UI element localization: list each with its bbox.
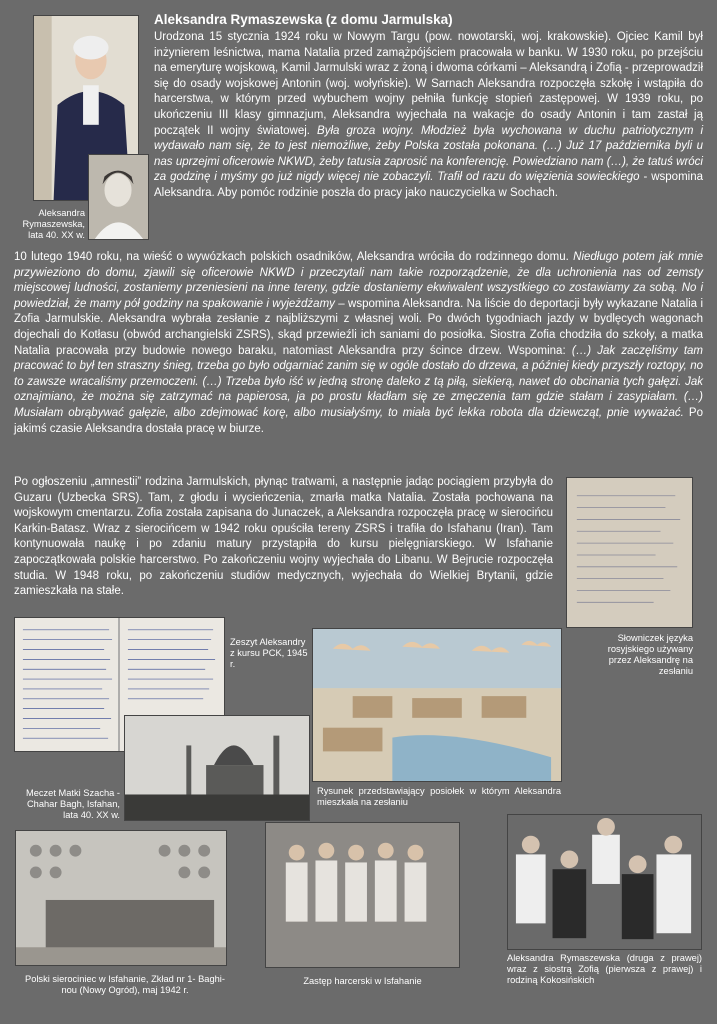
scouts-photo [265, 822, 460, 968]
drawing-caption: Rysunek przedstawiający posiołek w którym Aleksandra mieszkała na zesłaniu [317, 786, 561, 807]
orphanage-photo [15, 830, 227, 966]
page-title: Aleksandra Rymaszewska (z domu Jarmulska) [154, 12, 453, 27]
biography-paragraph-2 [14, 250, 703, 437]
para2-text-end: Po jakimś czasie Aleksandra dostała pracę w biurze. [14, 406, 703, 435]
para2-text: 10 lutego 1940 roku, na wieść o wywózkach polskich osadników, Aleksandra wróciła do rodzinnego domu. [14, 251, 569, 263]
para1-text-end: - wspomina Aleksandra. Aby pomóc rodzinie poszła do pracy jako nauczycielka w Sochach. [154, 171, 704, 199]
biography-paragraph-1 [154, 30, 703, 202]
para2-quote-1: Niedługo potem jak mnie przywieziono do domu, zjawili się oficerowie NKWD i przeczytali nam takie rozporządzenie, że dla uchronienia nas od zemsty miejscowej ludności, zostaniemy przeniesieni na inne tereny, gdzie dostaniemy ekwiwalent wszystkiego co zostawiamy za sobą. No i powiedział, że mamy pół godziny na spakowanie i wyjeżdżamy [14, 251, 703, 310]
para1-quote: Była groza wojny. Młodzież była wychowana w duchu patriotycznym i wydawało nam się, że to jest niemożliwe, żeby Polska została pokonana. (…) Już 17 października byli u nas uprzejmi oficerowie NKWD, żeby tatusia zaprosić na konferencję. Powiedziano nam (…), że tatuś wróci za godzinę i myśmy go już nigdy więcej nie zobaczyli. Trafił od razu do więzienia sowieckiego [154, 124, 703, 184]
notebook-caption: Zeszyt Aleksandry z kursu PCK, 1945 r. [230, 637, 308, 669]
mosque-caption: Meczet Matki Szacha - Chahar Bagh, Isfahan, lata 40. XX w. [25, 788, 120, 820]
family-caption: Aleksandra Rymaszewska (druga z prawej) wraz z siostrą Zofią (pierwsza z prawej) i rodziną Kokosińskich [507, 953, 702, 985]
dictionary-caption: Słowniczek języka rosyjskiego używany przez Aleksandrę na zesłaniu [607, 633, 693, 676]
para2-text-mid: – wspomina Aleksandra. Na liście do deportacji były wykazane Natalia i Zofia Jarmulskie. Aleksandra wybrała zesłanie z najbliższymi z własnej woli. Po dwóch tygodniach jazdy w bydlęcych wagonach dojechali do Kotłasu (obwód archangielski ZSRS), skąd przewieźli ich saniami do posiołka. Siostra Zofia chodziła do szkoły, a matka Natalia pracowała przy budowie nowego baraku, natomiast Aleksandra przy ścince drzew. Wspomina: [14, 297, 703, 357]
para2-quote-2: (…) Jak zaczęliśmy tam pracować to był ten straszny śnieg, trzeba go było odgarniać zanim się w ogóle dostało do drzewa, a później kiedy przyszły roztopy, no to zawsze wracaliśmy przemoczeni. (…) Trzeba było iść w jedną stronę daleko z tą piłą, siekierą, nawet do obcinania tych gałęzi. Jak oznajmiano, że można się zatrzymać na papierosa, ja po prostu kładłam się ze zmęczenia tam gdzie stałam i zasypiałam. (…) Musiałam obrąbywać gałęzie, albo zdejmować korę, albo musiałyśmy, to miała być lekka robota dla dziewcząt, pnie wyważać. [14, 344, 703, 419]
young-portrait-photo [88, 154, 149, 240]
mosque-photo [124, 715, 310, 821]
settlement-drawing-photo [312, 628, 562, 782]
family-photo [507, 814, 702, 950]
dictionary-photo [566, 477, 693, 628]
scouts-caption: Zastęp harcerski w Isfahanie [303, 976, 422, 986]
portrait-caption: Aleksandra Rymaszewska, lata 40. XX w. [22, 208, 85, 240]
biography-paragraph-3: Po ogłoszeniu „amnestii” rodzina Jarmulskich, płynąc tratwami, a następnie jadąc pociągiem przybyła do Guzaru (Uzbecka SRS). Tam, z głodu i wycieńczenia, zmarła matka Natalia. Została pochowana na wojskowym cmentarzu. Zofia została zapisana do Junaczek, a Aleksandra rozpoczęła pracę w sierocińcu Karkin-Batasz. Wraz z sierocińcem w 1942 roku opuściła tereny ZSRS i trafiła do Isfahanu (Iran). Tam kontynuowała naukę i po zdaniu matury przystąpiła do kursu pielęgniarskiego. W Isfahanie zapoczątkowała polskie harcerstwo. Po zakończeniu wojny wyjechała do Libanu. W Bejrucie rozpoczęła studia. W 1948 roku, po zakończeniu studiów medycznych, wyjechała do Wielkiej Brytanii, gdzie zamieszkała na stałe. [14, 476, 553, 598]
para1-text: Urodzona 15 stycznia 1924 roku w Nowym Targu (pow. nowotarski, woj. krakowskie). Ojciec Kamil był inżynierem leśnictwa, mama Natalia przed zamążpójściem pracowała w banku. W 1930 roku, po przejściu na emeryturę wojskową, Kamil Jarmulski wraz z żoną i dwoma córkami – Aleksandrą i Zofią - przeprowadził się do osady wojskowej Antonin (woj. wołyńskie). W Sarnach Aleksandra rozpoczęła szkołę i wstąpiła do harcerstwa, w którym przed wybuchem wojny pełniła funkcję stopień zastępowej. W 1939 roku, po ukończeniu III klasy gimnazjum, Aleksandra wyjechała na wakacje do osady Antonin i tam zastał ją początek II wojny światowej. [154, 31, 703, 137]
orphanage-caption: Polski sierociniec w Isfahanie, Zkład nr 1- Baghi-nou (Nowy Ogród), maj 1942 r. [25, 974, 225, 995]
